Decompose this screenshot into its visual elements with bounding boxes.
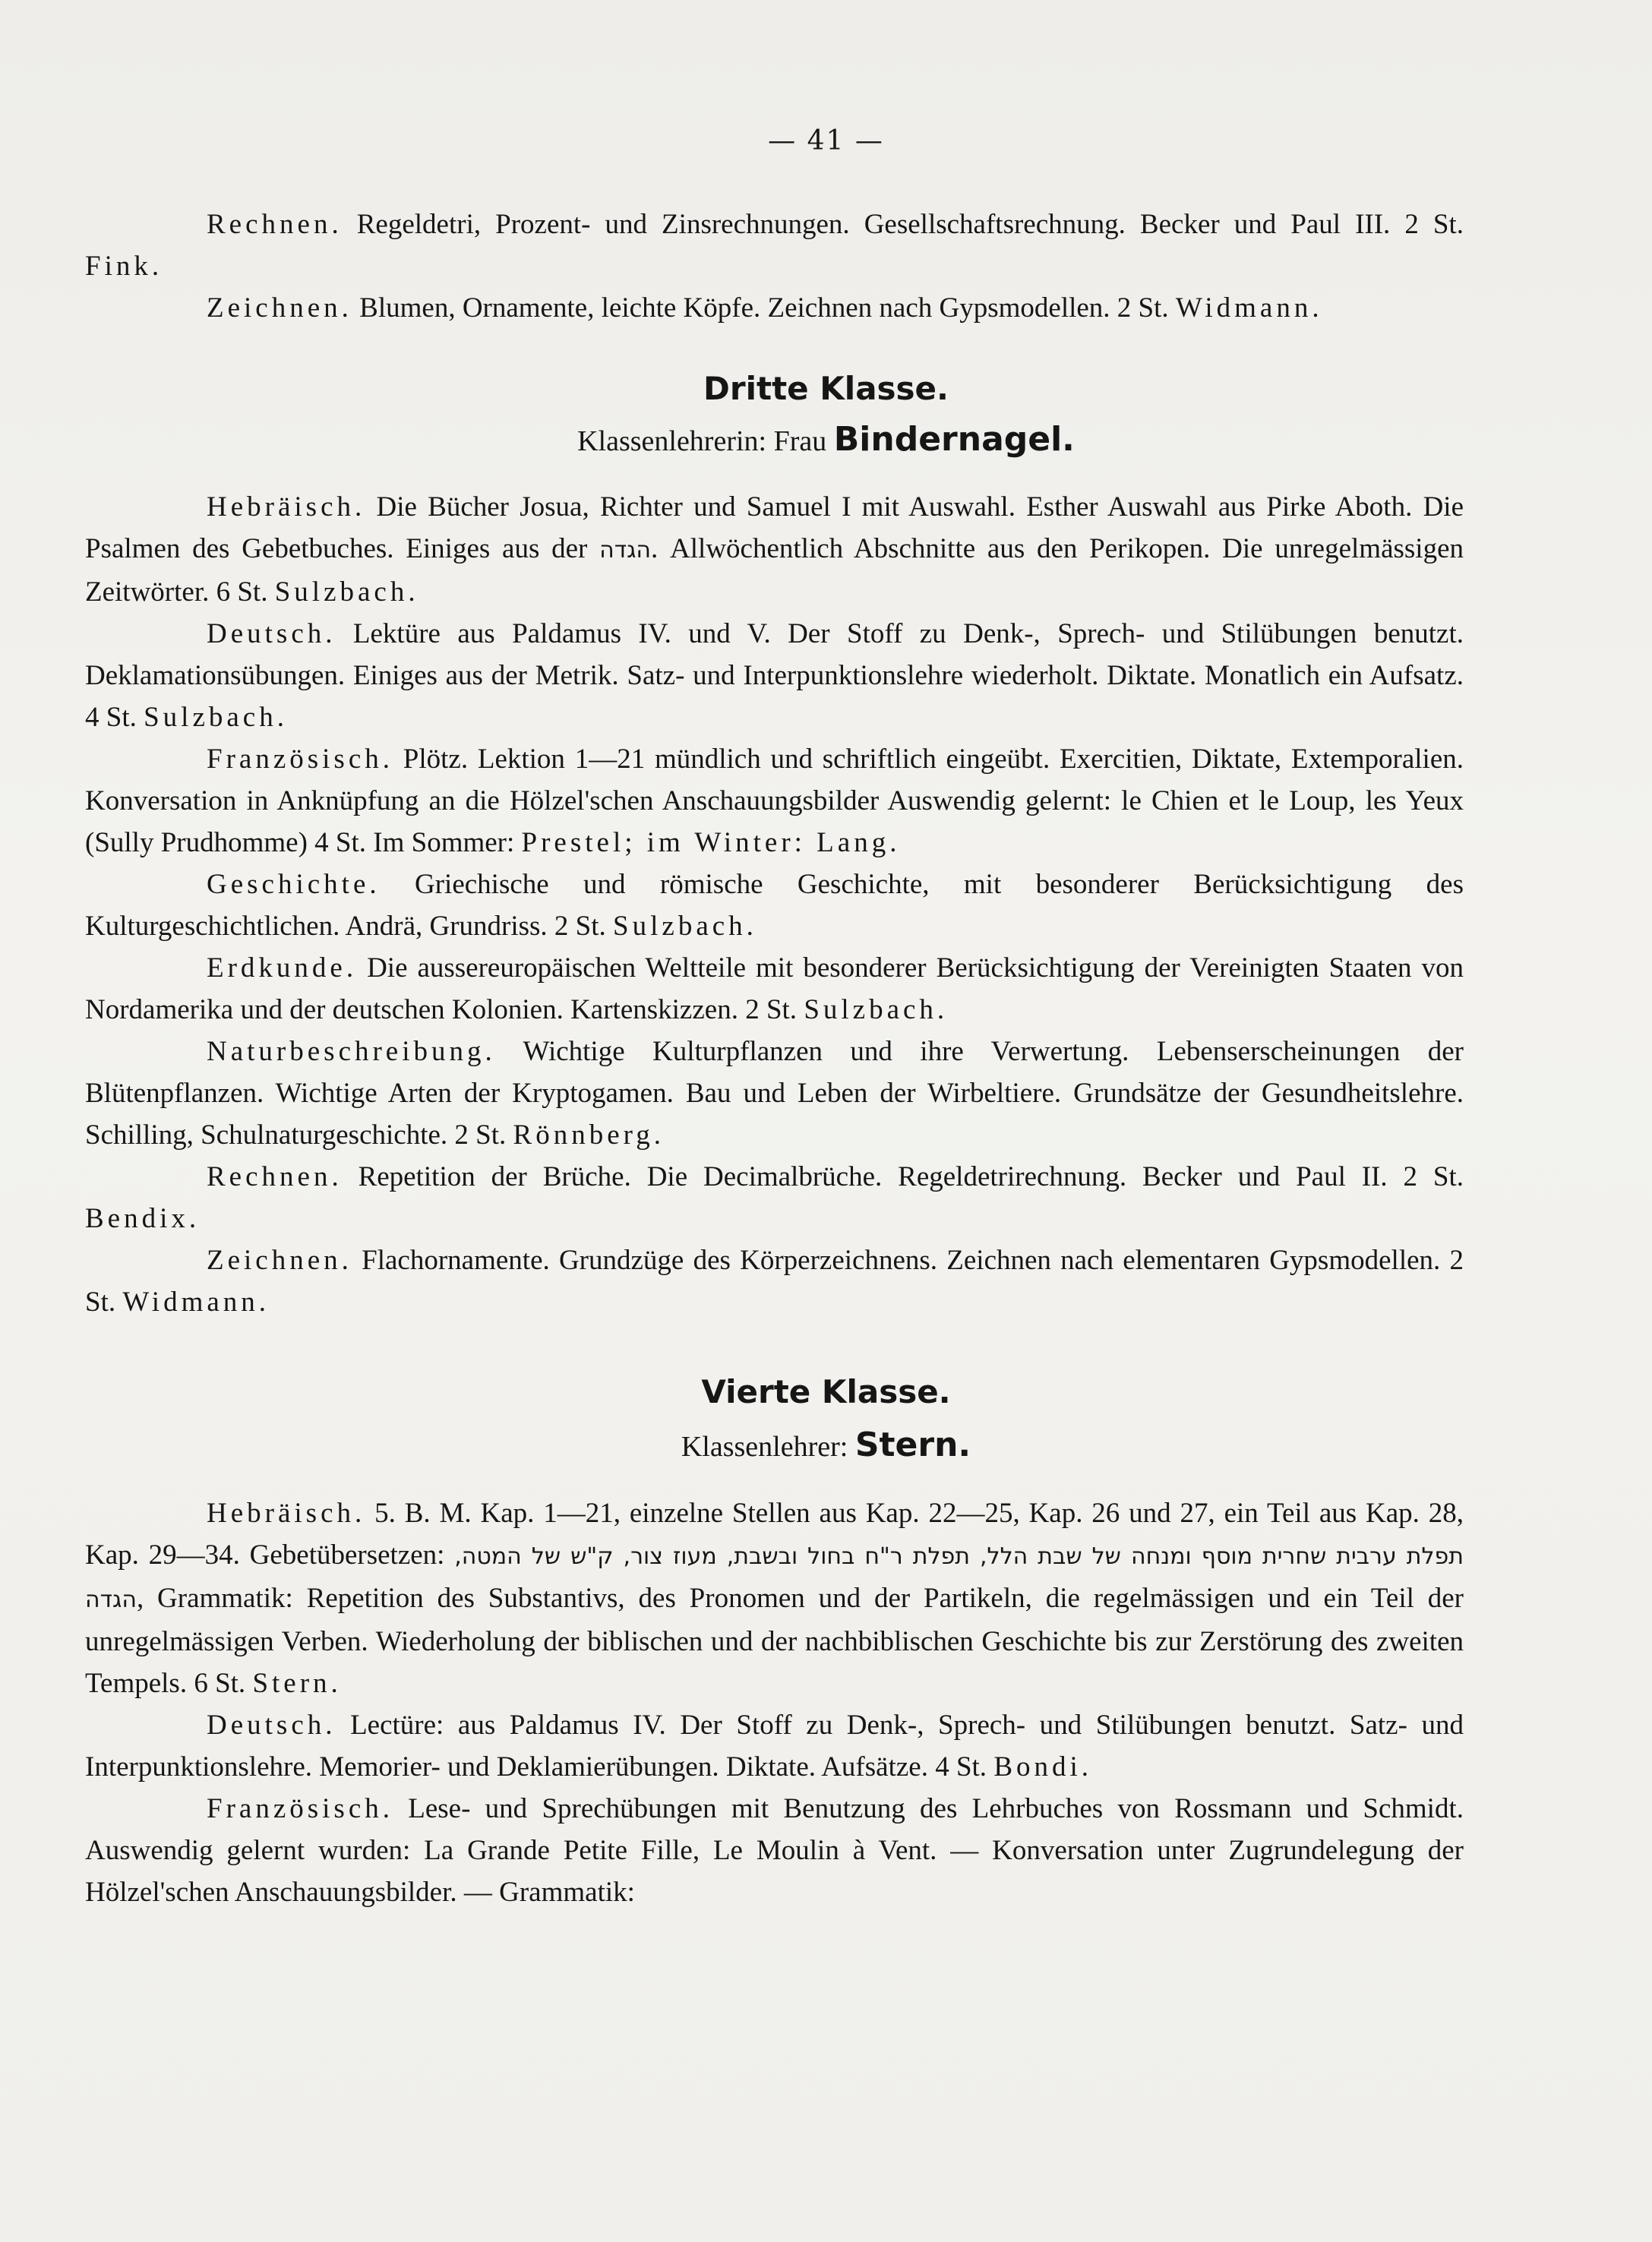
subject-label: Französisch. — [207, 1793, 393, 1824]
teacher-name: Bendix. — [85, 1203, 201, 1234]
subject-label: Rechnen. — [207, 209, 343, 240]
heading-dritte-klasse: Dritte Klasse. — [703, 370, 949, 407]
subject-label: Zeichnen. — [207, 292, 352, 324]
heading-vierte-klasse: Vierte Klasse. — [701, 1373, 951, 1410]
paragraph-franzoesisch — [85, 738, 1464, 864]
paragraph-text: Lectüre: aus Paldamus IV. Der Stoff zu Denk-, Sprech- und Stilübungen benutzt. Satz- und Interpunktionslehre. Memorier- und Deklamierübungen. Diktate. Aufsätze. 4 St. — [85, 1710, 1464, 1783]
paragraph-deutsch-vierte — [85, 1704, 1464, 1788]
teacher-label: Klassenlehrerin: Frau — [577, 425, 827, 457]
teacher-name: Sulzbach. — [804, 994, 949, 1025]
dritte-section — [85, 486, 1464, 1323]
teacher-label: Klassenlehrer: — [681, 1431, 848, 1463]
teacher-name: Sulzbach. — [144, 702, 288, 733]
subject-label: Naturbeschreibung. — [207, 1036, 496, 1067]
paragraph-text: , Grammatik: Repetition des Substantivs, des Pronomen und der Partikeln, die regelmässigen und ein Teil der unregelmässigen Verben. Wiederholung der biblischen und der nachbiblischen Geschichte bis zur Zerstörung des zweiten Tempels. 6 St. — [85, 1583, 1464, 1699]
subject-label: Französisch. — [207, 744, 393, 775]
paragraph-zeichnen — [85, 1239, 1464, 1323]
paragraph-text: Griechische und römische Geschichte, mit besonderer Berücksichtigung des Kulturgeschichtlichen. Andrä, Grundriss. 2 St. — [85, 869, 1464, 942]
class-teacher-vierte — [0, 1426, 1652, 1464]
paragraph-text: Flachornamente. Grundzüge des Körperzeichnens. Zeichnen nach elementaren Gypsmodellen. 2 St. — [85, 1245, 1464, 1318]
teacher-name: Prestel; im Winter: Lang. — [521, 827, 901, 858]
hebrew-text: תפלת ערבית שחרית מוסף ומנחה של שבת הלל, תפלת ר"ח בחול ובשבת, מעוז צור, ק"ש של המטה, הגדה — [85, 1543, 1464, 1613]
subject-label: Erdkunde. — [207, 952, 358, 984]
subject-label: Deutsch. — [207, 618, 336, 649]
teacher-name: Sulzbach. — [274, 576, 419, 608]
paragraph-text: Die Bücher Josua, Richter und Samuel I mit Auswahl. Esther Auswahl aus Pirke Aboth. Die Psalmen des Gebetbuches. Einiges aus der — [85, 491, 1464, 564]
paragraph-geschichte — [85, 864, 1464, 947]
paragraph-text: Regeldetri, Prozent- und Zinsrechnungen. Gesellschaftsrechnung. Becker und Paul III. 2 St. — [342, 209, 1464, 240]
paragraph-text: Plötz. Lektion 1—21 mündlich und schriftlich eingeübt. Exercitien, Diktate, Extemporalien. Konversation in Anknüpfung an die Hölzel'schen Anschauungsbilder Auswendig gelernt: le Chien et le Loup, les Yeux (Sully Prudhomme) 4 St. Im Sommer: — [85, 744, 1464, 858]
paragraph-hebraeisch — [85, 486, 1464, 613]
teacher-name: Rönnberg. — [513, 1119, 665, 1151]
top-section — [85, 204, 1464, 329]
paragraph-text: Lektüre aus Paldamus IV. und V. Der Stoff zu Denk-, Sprech- und Stilübungen benutzt. Deklamationsübungen. Einiges aus der Metrik. Satz- und Interpunktionslehre wiederholt. Diktate. Monatlich ein Aufsatz. 4 St. — [85, 618, 1464, 733]
paragraph-hebraeisch-vierte — [85, 1492, 1464, 1704]
paragraph-rechnen-top — [85, 204, 1464, 287]
paragraph-text: 5. B. M. Kap. 1—21, einzelne Stellen aus Kap. 22—25, Kap. 26 und 27, ein Teil aus Kap. 28, Kap. 29—34. Gebetübersetzen: — [85, 1498, 1464, 1571]
teacher-name: Widmann. — [122, 1287, 270, 1318]
teacher-name: Bondi. — [993, 1751, 1093, 1783]
teacher-name: Sulzbach. — [613, 911, 757, 942]
paragraph-deutsch — [85, 613, 1464, 738]
teacher-name: Fink. — [85, 251, 163, 282]
paragraph-franzoesisch-vierte — [85, 1788, 1464, 1913]
paragraph-erdkunde — [85, 947, 1464, 1031]
subject-label: Hebräisch. — [207, 1498, 366, 1529]
subject-label: Geschichte. — [207, 869, 381, 900]
vierte-section — [85, 1492, 1464, 1913]
teacher-name: Stern. — [854, 1426, 971, 1464]
subject-label: Deutsch. — [207, 1710, 336, 1741]
teacher-name: Widmann. — [1175, 292, 1323, 324]
page-number: — 41 — — [768, 125, 884, 156]
teacher-name: Stern. — [252, 1668, 342, 1699]
paragraph-text: Wichtige Kulturpflanzen und ihre Verwertung. Lebenserscheinungen der Blütenpflanzen. Wichtige Arten der Kryptogamen. Bau und Leben der Wirbeltiere. Grundsätze der Gesundheitslehre. Schilling, Schulnaturgeschichte. 2 St. — [85, 1036, 1464, 1151]
paragraph-text: . Allwöchentlich Abschnitte aus den Perikopen. Die unregelmässigen Zeitwörter. 6 St. — [85, 533, 1464, 608]
paragraph-rechnen — [85, 1156, 1464, 1239]
class-teacher-dritte — [0, 420, 1652, 459]
hebrew-text: הגדה — [599, 537, 652, 564]
subject-label: Rechnen. — [207, 1161, 343, 1192]
teacher-name: Bindernagel. — [833, 420, 1075, 459]
paragraph-text: Repetition der Brüche. Die Decimalbrüche. Regeldetrirechnung. Becker und Paul II. 2 St. — [342, 1161, 1464, 1192]
paragraph-text: Die aussereuropäischen Weltteile mit besonderer Berücksichtigung der Vereinigten Staaten von Nordamerika und der deutschen Kolonien. Kartenskizzen. 2 St. — [85, 952, 1464, 1025]
paragraph-text: Blumen, Ornamente, leichte Köpfe. Zeichnen nach Gypsmodellen. 2 St. — [352, 292, 1176, 324]
subject-label: Hebräisch. — [207, 491, 366, 523]
subject-label: Zeichnen. — [207, 1245, 352, 1276]
paragraph-zeichnen-top — [85, 287, 1464, 329]
paragraph-text: Lese- und Sprechübungen mit Benutzung des Lehrbuches von Rossmann und Schmidt. Auswendig gelernt wurden: La Grande Petite Fille, Le Moulin à Vent. — Konversation unter Zugrundelegung der Hölzel'schen Anschauungsbilder. — Grammatik: — [85, 1793, 1464, 1908]
paragraph-naturbeschreibung — [85, 1031, 1464, 1156]
